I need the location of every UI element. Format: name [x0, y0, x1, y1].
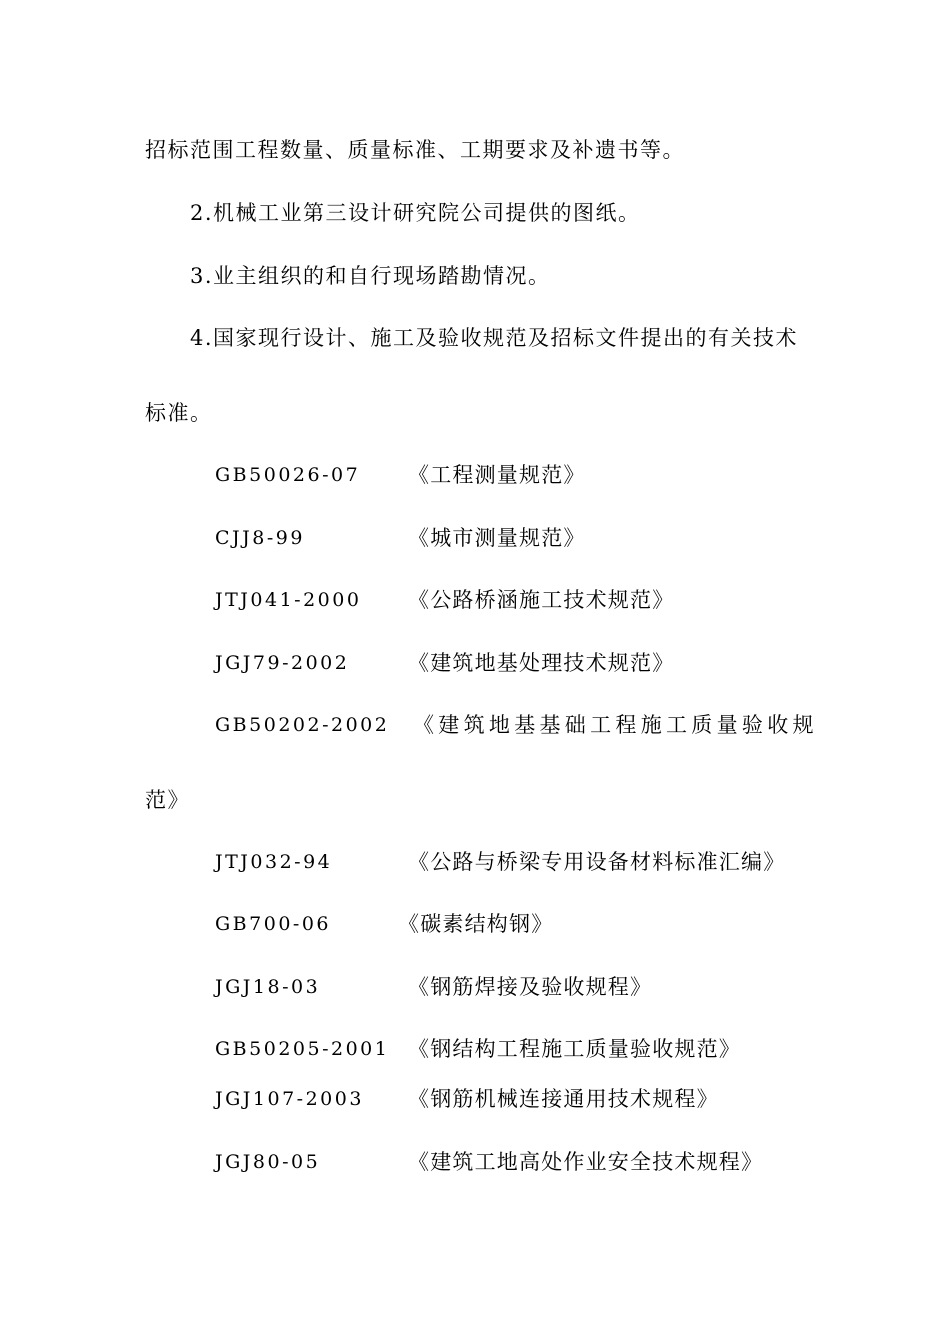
standard-title-continuation: 范》 — [145, 788, 190, 812]
standard-title: 《城市测量规范》 — [408, 526, 586, 550]
standard-title: 《钢筋机械连接通用技术规程》 — [408, 1087, 719, 1111]
standard-code: CJJ8-99 — [215, 527, 305, 549]
paragraph-line: 招标范围工程数量、质量标准、工期要求及补遗书等。 — [145, 138, 685, 162]
standard-code: JTJ041-2000 — [215, 589, 362, 611]
standard-title: 《工程测量规范》 — [408, 463, 586, 487]
standard-title: 《建筑地基处理技术规范》 — [408, 651, 675, 675]
standard-code: JGJ107-2003 — [215, 1088, 364, 1110]
standard-code: GB700-06 — [215, 913, 332, 935]
standard-code: JGJ80-05 — [215, 1151, 321, 1173]
standard-code: GB50026-07 — [215, 464, 361, 486]
paragraph-line: 3.业主组织的和自行现场踏勘情况。 — [190, 264, 551, 288]
standard-title: 《公路桥涵施工技术规范》 — [408, 588, 675, 612]
standard-code: GB50202-2002 — [215, 714, 390, 736]
standard-code: JTJ032-94 — [215, 851, 333, 873]
standard-code: GB50205-2001 — [215, 1038, 390, 1060]
standard-title: 《碳素结构钢》 — [398, 912, 554, 936]
standard-title: 《钢结构工程施工质量验收规范》 — [408, 1037, 741, 1061]
paragraph-line: 标准。 — [145, 401, 213, 425]
standard-code: JGJ79-2002 — [215, 652, 350, 674]
paragraph-line: 2.机械工业第三设计研究院公司提供的图纸。 — [190, 201, 641, 225]
standard-code: JGJ18-03 — [215, 976, 321, 998]
paragraph-line: 4.国家现行设计、施工及验收规范及招标文件提出的有关技术 — [190, 326, 799, 350]
standard-title: 《建筑工地高处作业安全技术规程》 — [408, 1150, 764, 1174]
standard-title: 《公路与桥梁专用设备材料标准汇编》 — [408, 850, 786, 874]
standard-title: 《钢筋焊接及验收规程》 — [408, 975, 653, 999]
standard-title: 《建筑地基基础工程施工质量验收规 — [413, 713, 818, 737]
